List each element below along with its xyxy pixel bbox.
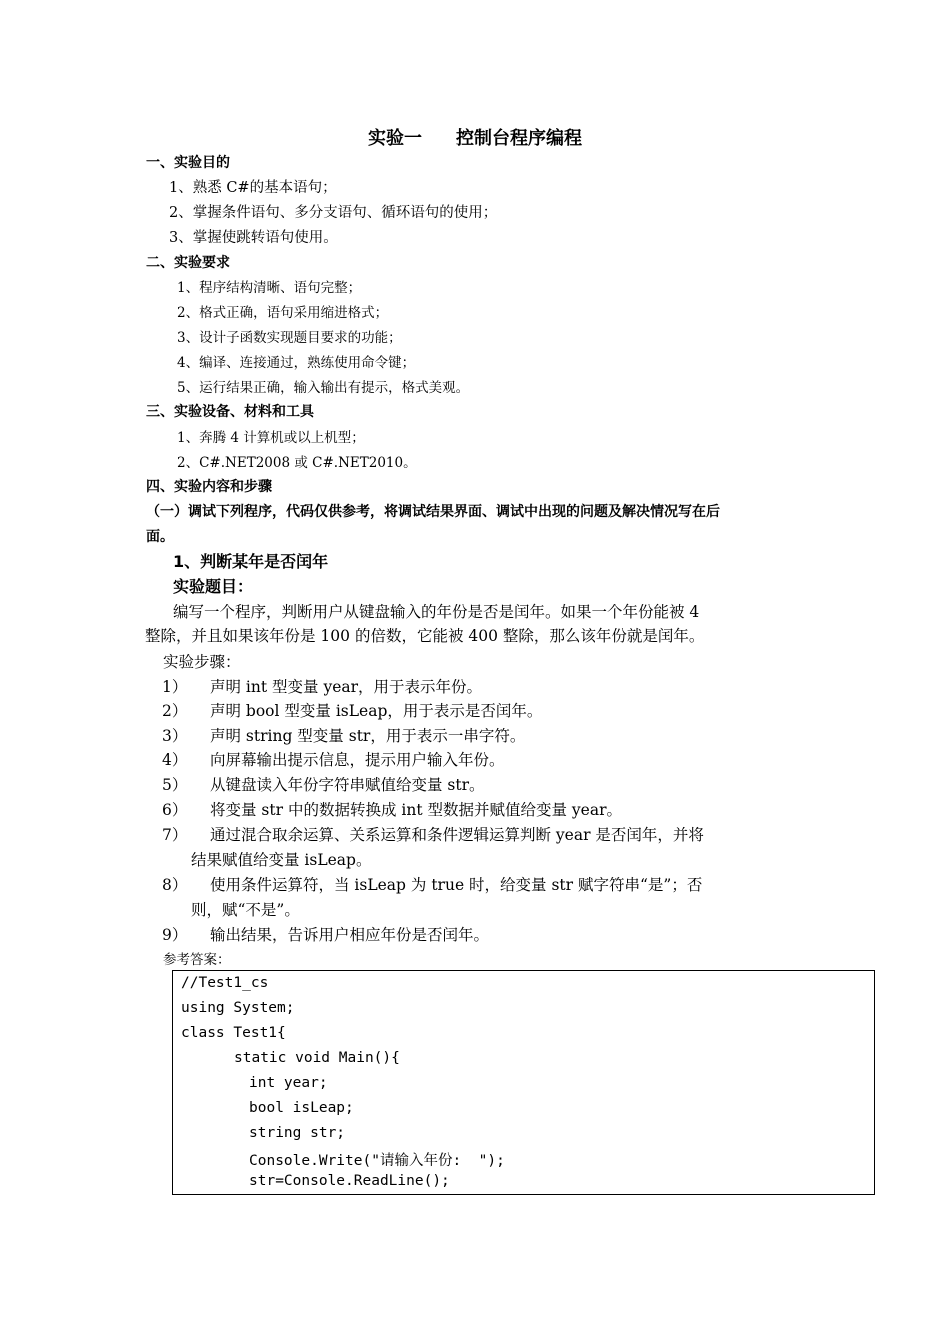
step-item xyxy=(162,923,489,945)
exercise-heading: 1、判断某年是否闰年 xyxy=(173,552,329,571)
step-item xyxy=(162,873,702,895)
step-item xyxy=(162,773,485,795)
step-number: 7） xyxy=(162,826,188,844)
answer-label: 参考答案： xyxy=(163,952,231,968)
task-description-cont: 整除，并且如果该年份是 100 的倍数，它能被 400 整除，那么该年份就是闰年。 xyxy=(145,627,705,645)
step-number: 1） xyxy=(162,678,188,696)
title-part-a: 实验一 xyxy=(368,128,422,149)
steps-label: 实验步骤： xyxy=(163,653,241,671)
equipment-item: 1、奔腾 4 计算机或以上机型； xyxy=(177,430,365,446)
code-line: int year; xyxy=(249,1075,328,1091)
equipment-item: 2、C#.NET2008 或 C#.NET2010。 xyxy=(177,455,417,471)
section-heading-objectives: 一、实验目的 xyxy=(146,155,230,171)
step-item xyxy=(162,699,542,721)
code-line: using System; xyxy=(181,1000,295,1016)
requirement-item: 4、编译、连接通过，熟练使用命令键； xyxy=(177,355,416,371)
section-heading-requirements: 二、实验要求 xyxy=(146,255,230,271)
task-label: 实验题目： xyxy=(173,577,254,596)
instruction-note-cont: 面。 xyxy=(146,529,174,545)
objective-item: 2、掌握条件语句、多分支语句、循环语句的使用； xyxy=(169,205,498,221)
code-block xyxy=(172,970,875,1195)
step-text: 向屏幕输出提示信息，提示用户输入年份。 xyxy=(210,751,505,769)
task-description: 编写一个程序，判断用户从键盘输入的年份是否是闰年。如果一个年份能被 4 xyxy=(173,603,700,621)
step-text: 输出结果，告诉用户相应年份是否闰年。 xyxy=(210,926,490,944)
code-line: static void Main(){ xyxy=(234,1050,400,1066)
step-item xyxy=(162,823,704,845)
title-part-b: 控制台程序编程 xyxy=(456,128,582,149)
step-text: 声明 int 型变量 year，用于表示年份。 xyxy=(210,678,483,696)
requirement-item: 5、运行结果正确，输入输出有提示，格式美观。 xyxy=(177,380,470,396)
step-item xyxy=(162,798,622,820)
section-heading-content: 四、实验内容和步骤 xyxy=(146,479,272,495)
step-item xyxy=(162,748,505,770)
step-number: 5） xyxy=(162,776,188,794)
code-line: string str; xyxy=(249,1125,346,1141)
step-item xyxy=(162,675,482,697)
step-number: 6） xyxy=(162,801,188,819)
code-line: class Test1{ xyxy=(181,1025,286,1041)
step-text: 从键盘读入年份字符串赋值给变量 str。 xyxy=(210,776,485,794)
requirement-item: 2、格式正确，语句采用缩进格式； xyxy=(177,305,389,321)
objective-item: 1、熟悉 C#的基本语句； xyxy=(169,180,337,196)
step-continuation: 结果赋值给变量 isLeap。 xyxy=(191,851,372,869)
requirement-item: 1、程序结构清晰、语句完整； xyxy=(177,280,362,296)
instruction-note: （一）调试下列程序，代码仅供参考，将调试结果界面、调试中出现的问题及解决情况写在后 xyxy=(146,504,720,520)
step-number: 4） xyxy=(162,751,188,769)
step-number: 3） xyxy=(162,727,188,745)
code-line: Console.Write("请输入年份: "); xyxy=(249,1153,505,1169)
step-number: 9） xyxy=(162,926,188,944)
code-line: //Test1_cs xyxy=(181,975,269,991)
section-heading-equipment: 三、实验设备、材料和工具 xyxy=(146,404,314,420)
step-continuation: 则，赋“不是”。 xyxy=(191,901,300,919)
code-line: str=Console.ReadLine(); xyxy=(249,1173,450,1189)
page-title xyxy=(0,124,950,150)
objective-item: 3、掌握使跳转语句使用。 xyxy=(169,230,338,246)
requirement-item: 3、设计子函数实现题目要求的功能； xyxy=(177,330,402,346)
step-text: 通过混合取余运算、关系运算和条件逻辑运算判断 year 是否闰年，并将 xyxy=(210,826,704,844)
step-text: 声明 bool 型变量 isLeap，用于表示是否闰年。 xyxy=(210,702,543,720)
step-text: 声明 string 型变量 str，用于表示一串字符。 xyxy=(210,727,526,745)
step-text: 使用条件运算符，当 isLeap 为 true 时，给变量 str 赋字符串“是”；否 xyxy=(210,876,703,894)
step-number: 8） xyxy=(162,876,188,894)
step-number: 2） xyxy=(162,702,188,720)
code-line: bool isLeap; xyxy=(249,1100,354,1116)
step-item xyxy=(162,724,525,746)
step-text: 将变量 str 中的数据转换成 int 型数据并赋值给变量 year。 xyxy=(210,801,622,819)
